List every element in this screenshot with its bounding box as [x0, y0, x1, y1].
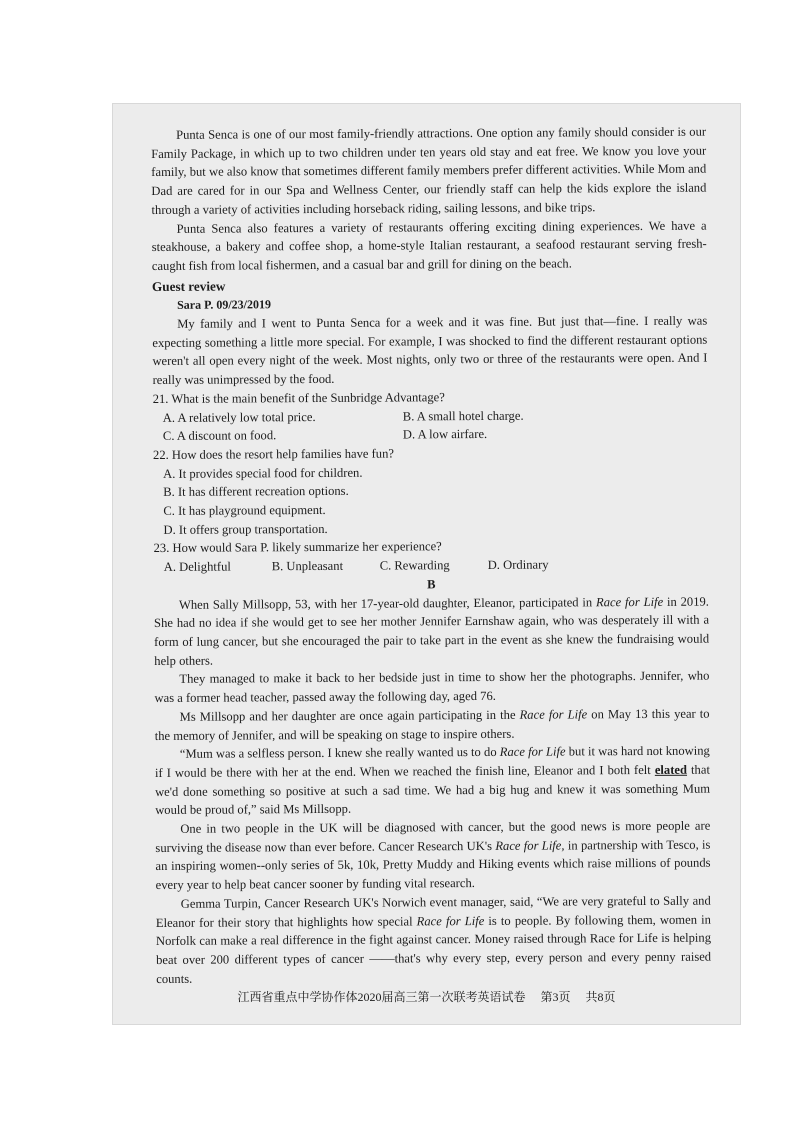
guest-review-text: My family and I went to Punta Senca for a week and it was fine. But just that—fine. I really was expecting something a little more special. For example, I was shocked to find the different restaurant options weren't all open every night of the week. Most nights, only two or three of the restaurants were open. And I really was unimpressed by the food. — [152, 313, 708, 388]
option-d: D. Ordinary — [487, 557, 549, 573]
question-21 — [153, 386, 708, 445]
question-22 — [153, 443, 709, 540]
page-content — [151, 123, 711, 989]
option-c: C. It has playground equipment. — [163, 503, 326, 518]
passage-b-paragraph-3: Ms Millsopp and her daughter are once again participating in the Race for Life on May 13 this year to the memory of Jennifer, and will be speaking on stage to inspire others. — [154, 706, 710, 743]
page-number: 第3页 — [540, 990, 571, 1004]
option-b: B. It has different recreation options. — [163, 484, 349, 500]
question-23 — [154, 536, 709, 577]
question-stem: 22. How does the resort help families have fun? — [152, 446, 395, 462]
option-a: A. It provides special food for children. — [163, 465, 363, 481]
reviewer-byline: Sara P. 09/23/2019 — [177, 297, 272, 313]
page-total: 共8页 — [585, 990, 616, 1004]
option-b: B. Unpleasant — [271, 559, 344, 574]
options-row — [153, 424, 708, 446]
question-stem: 23. How would Sara P. likely summarize her experience? — [153, 539, 442, 556]
option-c: C. A discount on food. — [162, 428, 277, 444]
exam-page — [113, 104, 740, 1024]
question-stem: 21. What is the main benefit of the Sunbridge Advantage? — [152, 390, 445, 406]
passage-a-paragraph-2: Punta Senca also features a variety of restaurants offering exciting dining experiences. We have a steakhouse, a bakery and coffee shop, a home-style Italian restaurant, a seafood restaurant serving fresh-caught fish from local fishermen, and a casual bar and grill for dining on the beach. — [151, 218, 707, 273]
passage-b-paragraph-2: They managed to make it back to her bedside just in time to show her the photographs. Jennifer, who was a former head teacher, passed away the following day, aged 76. — [154, 668, 710, 706]
passage-a-paragraph-1: Punta Senca is one of our most family-friendly attractions. One option any family should consider is our Family Package, in which up to two children under ten years old stay and eat free. We know you love your family, but we also know that sometimes different family members prefer different activities. While Mom and Dad are cared for in our Spa and Wellness Center, our friendly staff can help the kids explore the island through a variety of activities including horseback riding, sailing lessons, and bike trips. — [151, 124, 707, 217]
option-d: D. A low airfare. — [402, 427, 488, 442]
passage-b-paragraph-5: One in two people in the UK will be diagnosed with cancer, but the good news is more people are surviving the disease now than ever before. Cancer Research UK's Race for Life, in partnership with Tesco, is an inspiring women--only series of 5k, 10k, Pretty Muddy and Hiking events which raise millions of pounds every year to help beat cancer sooner by funding vital research. — [155, 818, 711, 893]
option-b: B. A small hotel charge. — [402, 408, 524, 424]
option-a: A. Delightful — [163, 559, 231, 575]
option-c: C. Rewarding — [379, 558, 450, 573]
option-d: D. It offers group transportation. — [163, 521, 328, 537]
page-footer — [113, 988, 740, 1005]
option-a: A. A relatively low total price. — [162, 409, 316, 425]
exam-title: 江西省重点中学协作体2020届高三第一次联考英语试卷 — [237, 990, 526, 1004]
passage-b-paragraph-4: “Mum was a selfless person. I knew she really wanted us to do Race for Life but it was hard not knowing if I would be there with her at the end. When we reached the finish line, Eleanor and I both felt elated that we'd done something so positive at such a sad time. We had a big hug and knew it was something Mum would be proud of,” said Ms Millsopp. — [154, 743, 711, 818]
underlined-word-elated: elated — [654, 762, 688, 777]
passage-b-paragraph-1: When Sally Millsopp, 53, with her 17-year-old daughter, Eleanor, participated in Race for Life in 2019. She had no idea if she would get to see her mother Jennifer Earnshaw again, who was desperately ill with a form of lung cancer, but she encouraged the pair to take part in the event as she knew the fundraising would help others. — [153, 594, 710, 668]
section-b-heading: B — [427, 577, 436, 592]
passage-b-paragraph-6: Gemma Turpin, Cancer Research UK's Norwich event manager, said, “We are very grateful to Sally and Eleanor for their story that highlights how special Race for Life is to people. By following them, women in Norfolk can make a real difference in the fight against cancer. Money raised through Race for Life is helping beat over 200 different types of cancer ——that's why every step, every person and every penny raised counts. — [155, 893, 712, 986]
guest-review-heading: Guest review — [151, 278, 226, 294]
